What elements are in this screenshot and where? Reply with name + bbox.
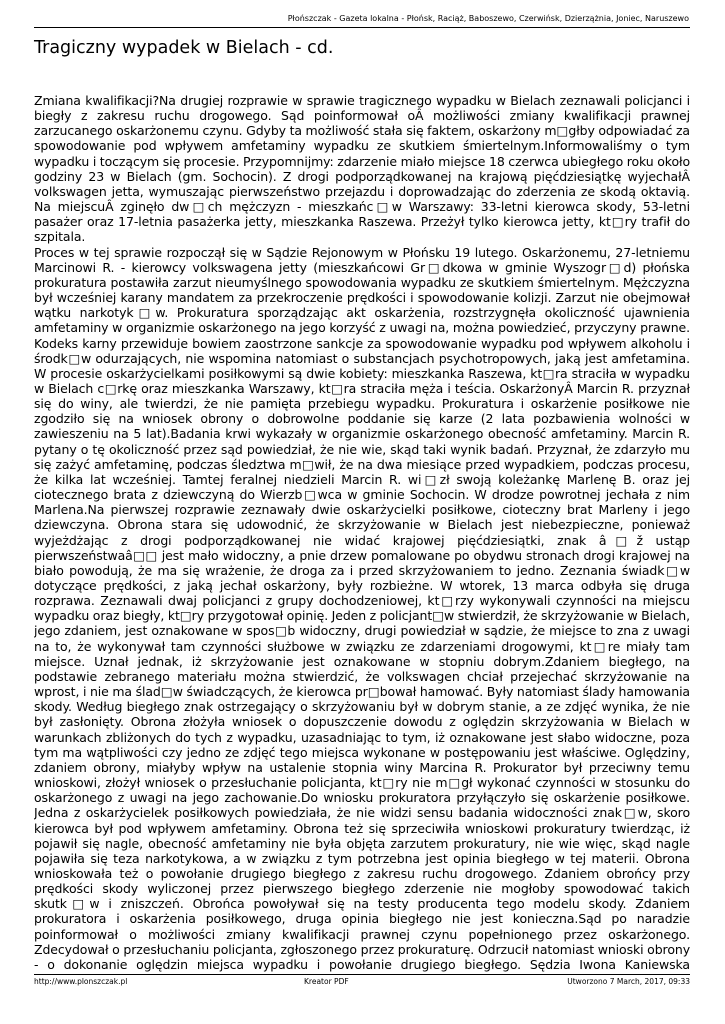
header-divider <box>34 27 690 28</box>
article-body <box>34 93 690 973</box>
footer-generator: Kreator PDF <box>304 977 349 986</box>
article-paragraph: Proces w tej sprawie rozpoczął się w Sądzie Rejonowym w Płońsku 19 lutego. Oskarżonemu, 27-letniemu Marcinowi R. - kierowcy volkswagena jetty (mieszkańcowi Gr□dkowa w gminie Wyszogr□d) płońska prokuratura postawiła zarzut nieumyślnego spowodowania wypadku ze skutkiem śmiertelnym. Mężczyzna był wcześniej karany mandatem za przekroczenie prędkości i spowodowanie kolizji. Zarzut nie obejmował wątku narkotyk□w. Prokuratura sporządzając akt oskarżenia, rozstrzygnęła okoliczność ujawnienia amfetaminy w organizmie oskarżonego na jego korzyść z uwagi na, można powiedzieć, przyczyny prawne. Kodeks karny przewiduje bowiem zaostrzone sankcje za spowodowanie wypadku pod wpływem alkoholu i środk□w odurzających, nie wspomina natomiast o substancjach psychotropowych, jaką jest amfetamina. W procesie oskarżycielkami posiłkowymi są dwie kobiety: mieszkanka Raszewa, kt□ra straciła w wypadku w Bielach c□rkę oraz mieszkanka Warszawy, kt□ra straciła męża i teścia. OskarżonyÂ Marcin R. przyznał się do winy, ale twierdzi, że nie pamięta przebiegu wypadku. Prokuratura i oskarżenie posiłkowe nie zgodziło się na wniosek obrony o dobrowolne poddanie się karze (2 lata pozbawienia wolności w zawieszeniu na 5 lat).Badania krwi wykazały w organizmie oskarżonego obecność amfetaminy. Marcin R. pytany o tę okoliczność przez sąd powiedział, że nie wie, skąd taki wynik badań. Przyznał, że zdarzyło mu się zażyć amfetaminę, podczas śledztwa m□wił, że na dwa miesiące przed wypadkiem, podczas procesu, że kilka lat wcześniej. Tamtej feralnej niedzieli Marcin R. wi□zł swoją koleżankę Marlenę B. oraz jej ciotecznego brata z dziewczyną do Wierzb□wca w gminie Sochocin. W drodze powrotnej jechała z nim Marlena.Na pierwszej rozprawie zeznawały dwie oskarżycielki posiłkowe, cioteczny brat Marleny i jego dziewczyna. Obrona stara się udowodnić, że skrzyżowanie w Bielach jest niebezpieczne, ponieważ wyjeżdżając z drogi podporządkowanej nie widać krajowej pięćdziesiątki, znak â□ž ustąp pierwszeństwaâ□□ jest mało widoczny, a pnie drzew pomalowane po obydwu stronach drogi krajowej na biało powodują, że ma się wrażenie, że droga za i przed skrzyżowaniem to jedno. Zeznania świadk□w dotyczące prędkości, z jaką jechał oskarżony, były rozbieżne. W wtorek, 13 marca odbyła się druga rozprawa. Zeznawali dwaj policjanci z grupy dochodzeniowej, kt□rzy wykonywali czynności na miejscu wypadku oraz biegły, kt□ry przygotował opinię. Jeden z policjant□w stwierdził, że skrzyżowanie w Bielach, jego zdaniem, jest oznakowane w spos□b widoczny, drugi powiedział w sądzie, że miejsce to zna z uwagi na to, że wykonywał tam czynności służbowe w związku ze zdarzeniami drogowymi, kt□re miały tam miejsce. Uznał jednak, iż skrzyżowanie jest oznakowane w stopniu dobrym.Zdaniem biegłego, na podstawie zebranego materiału można stwierdzić, że volkswagen chciał przejechać skrzyżowanie na wprost, i nie ma ślad□w świadczących, że kierowca pr□bował hamować. Były natomiast ślady hamowania skody. Według biegłego znak ostrzegający o skrzyżowaniu był w dobrym stanie, a ze zdjęć wynika, że nie był zasłonięty. Obrona złożyła wniosek o dopuszczenie dowodu z oględzin skrzyżowania w Bielach w warunkach zbliżonych do tych z wypadku, uzasadniając to tym, iż oznakowane jest słabo widoczne, poza tym ma wątpliwości czy jedno ze zdjęć tego miejsca wykonane w postępowaniu jest właściwe. Oględziny, zdaniem obrony, miałyby wpływ na ustalenie stopnia winy Marcina R. Prokurator był przeciwny temu wnioskowi, złożył wniosek o przesłuchanie policjanta, kt□ry nie m□gł wykonać czynności w stosunku do oskarżonego z uwagi na jego zachowanie.Do wniosku prokuratora przyłączyło się oskarżenie posiłkowe. Jedna z oskarżycielek posiłkowych powiedziała, że nie widzi sensu badania widoczności znak□w, skoro kierowca był pod wpływem amfetaminy. Obrona też się sprzeciwiła wnioskowi prokuratury twierdząc, iż pojawił się nagle, obecność amfetaminy nie była objęta zarzutem prokuratury, nie wie więc, skąd nagle pojawiła się teza narkotykowa, a w związku z tym potrzebna jest opinia biegłego w tej materii. Obrona wnioskowała też o powołanie drugiego biegłego z zakresu ruchu drogowego. Zdaniem obrońcy przy prędkości skody wyliczonej przez pierwszego biegłego zderzenie nie mogłoby spowodować takich skutk□w i zniszczeń. Obrońca powoływał się na testy producenta tego modelu skody. Zdaniem prokuratora i oskarżenia posiłkowego, druga opinia biegłego nie jest konieczna.Sąd po naradzie poinformował o możliwości zmiany kwalifikacji prawnej czynu popełnionego przez oskarżonego. Zdecydował o przesłuchaniu policjanta, zgłoszonego przez prokuraturę. Odrzucił natomiast wnioski obrony - o dokonanie oględzin miejsca wypadku i powołanie drugiego biegłego. Sędzia Iwona Kaniewska <box>34 244 690 972</box>
footer-created-date: Utworzono 7 March, 2017, 09:33 <box>567 977 690 986</box>
article-paragraph: Zmiana kwalifikacji?Na drugiej rozprawie w sprawie tragicznego wypadku w Bielach zeznawali policjanci i biegły z zakresu ruchu drogowego. Sąd poinformował oÂ możliwości zmiany kwalifikacji prawnej zarzucanego oskarżonemu czynu. Gdyby ta możliwość stała się faktem, oskarżony m□głby odpowiadać za spowodowanie pod wpływem amfetaminy wypadku ze skutkiem śmiertelnym.Informowaliśmy o tym wypadku i toczącym się procesie. Przypomnijmy: zdarzenie miało miejsce 18 czerwca ubiegłego roku około godziny 23 w Bielach (gm. Sochocin). Z drogi podporządkowanej na krajową pięćdziesiątkę wyjechałÂ volkswagen jetta, wymuszając pierwszeństwo przejazdu i doprowadzając do zderzenia ze skodą oktavią. Na miejscuÂ zginęło dw□ch mężczyzn - mieszkańc□w Warszawy: 33-letni kierowca skody, 53-letni pasażer oraz 17-letnia pasażerka jetty, mieszkanka Raszewa. Przeżył tylko kierowca jetty, kt□ry trafił do szpitala. <box>34 93 690 245</box>
page-title: Tragiczny wypadek w Bielach - cd. <box>34 38 334 58</box>
footer-url[interactable]: http://www.plonszczak.pl <box>34 977 128 986</box>
footer-divider <box>34 974 690 975</box>
site-header: Płońszczak - Gazeta lokalna - Płońsk, Raciąż, Baboszewo, Czerwińsk, Dzierzążnia, Joniec, Naruszewo <box>287 14 689 23</box>
